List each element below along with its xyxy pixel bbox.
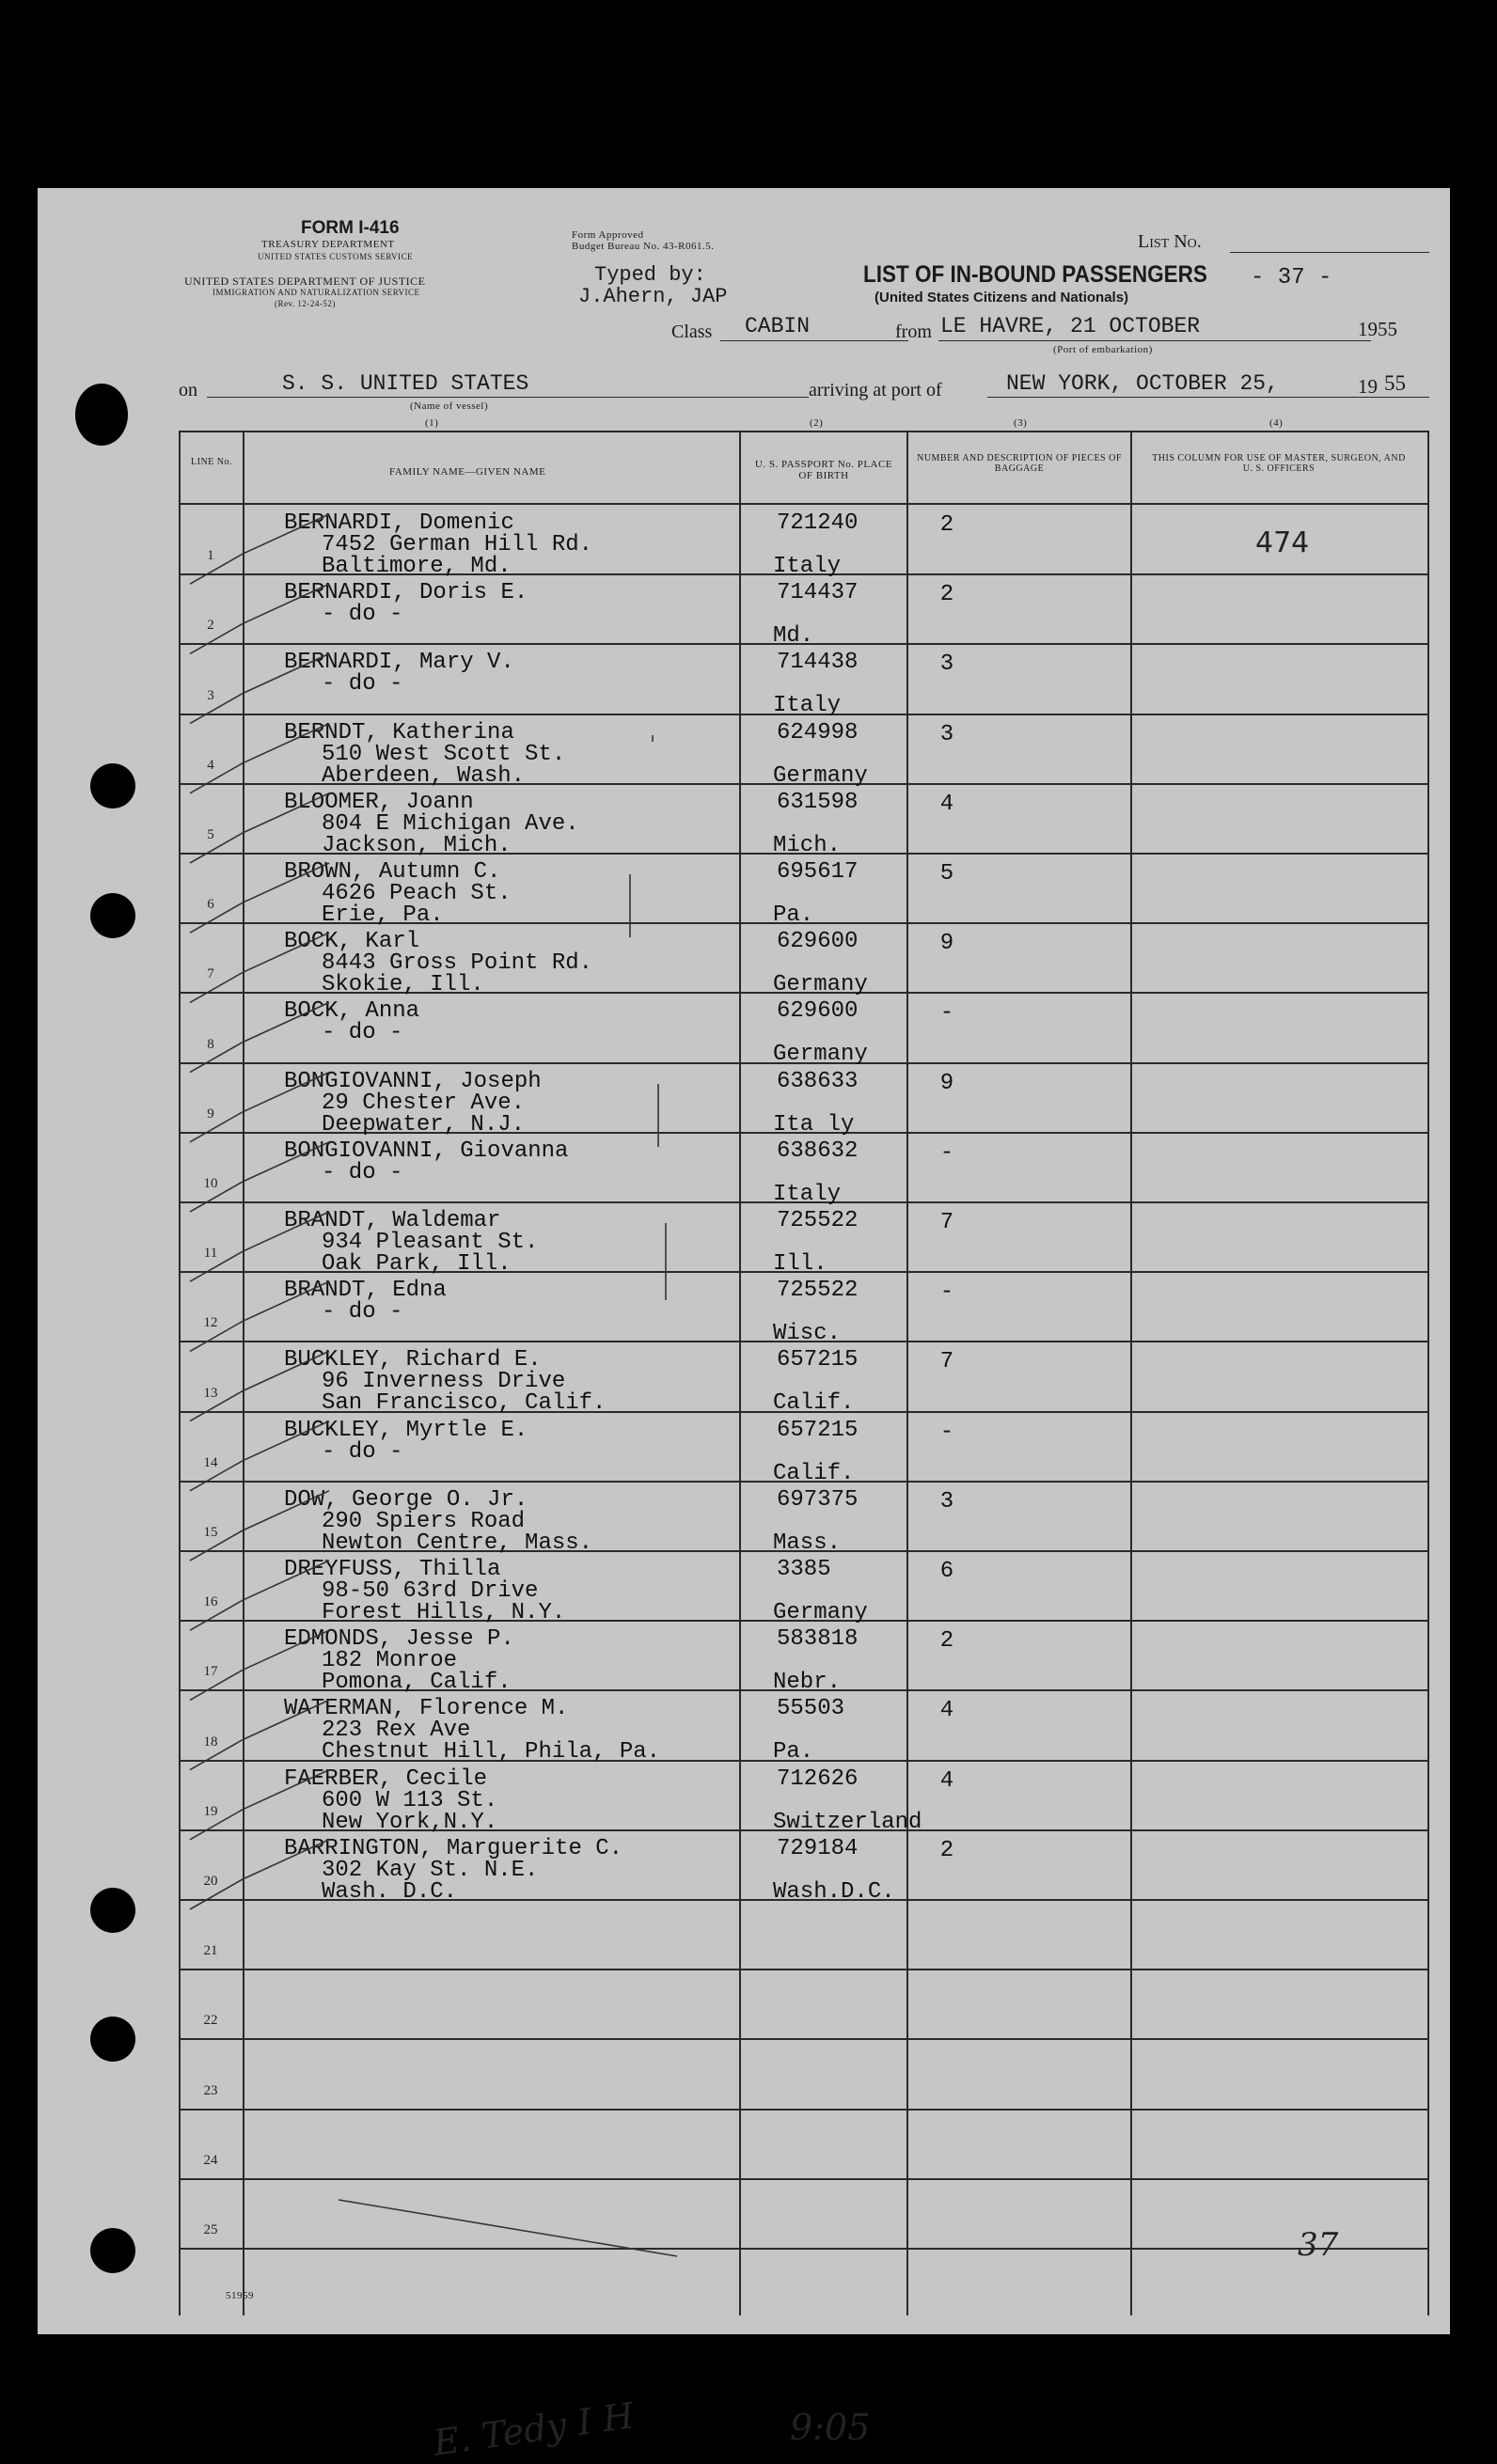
place-of-birth: Italy <box>773 693 842 718</box>
passport-number: 629600 <box>777 929 859 954</box>
passport-number: 657215 <box>777 1347 859 1373</box>
vessel-name: S. S. UNITED STATES <box>282 371 529 396</box>
arrival-year: 55 <box>1384 371 1406 395</box>
passport-number: 721240 <box>777 510 859 536</box>
line-number: 15 <box>203 1525 218 1540</box>
line-number: 3 <box>207 688 214 703</box>
passenger-address: 182 Monroe <box>322 1648 458 1673</box>
baggage-count: 2 <box>939 1838 954 1863</box>
passenger-city: New York,N.Y. <box>322 1810 498 1835</box>
customs-service: UNITED STATES CUSTOMS SERVICE <box>258 252 414 261</box>
line-number: 24 <box>203 2153 218 2168</box>
passenger-city: Pomona, Calif. <box>322 1670 512 1695</box>
passenger-name: BUCKLEY, Myrtle E. <box>284 1418 528 1443</box>
punch-hole <box>75 384 128 446</box>
arrival-year-prefix: 19 <box>1358 375 1378 398</box>
passenger-address: 7452 German Hill Rd. <box>322 532 593 557</box>
passenger-address: 4626 Peach St. <box>322 881 512 906</box>
place-of-birth: Wash.D.C. <box>773 1879 895 1905</box>
line-number: 17 <box>203 1664 218 1679</box>
place-of-birth: Switzerland <box>773 1810 922 1835</box>
check-mark <box>190 1142 329 1212</box>
passport-number: 624998 <box>777 720 859 745</box>
passenger-address: - do - <box>322 671 403 697</box>
place-of-birth: Italy <box>773 554 842 579</box>
list-title: LIST OF IN-BOUND PASSENGERS <box>863 261 1207 288</box>
officer-note: 474 <box>1255 526 1310 559</box>
place-of-birth: Ita ly <box>773 1112 855 1138</box>
check-mark <box>190 1630 329 1700</box>
line-number: 10 <box>203 1176 218 1191</box>
place-of-birth: Germany <box>773 972 868 997</box>
passenger-address: - do - <box>322 1299 403 1325</box>
place-of-birth: Nebr. <box>773 1670 842 1695</box>
passenger-address: - do - <box>322 602 403 627</box>
check-mark <box>190 933 329 1002</box>
passenger-name: BLOOMER, Joann <box>284 790 474 815</box>
col-header-officers: THIS COLUMN FOR USE OF MASTER, SURGEON, AND U. S. OFFICERS <box>1152 453 1406 474</box>
passenger-city: Chestnut Hill, Phila, Pa. <box>322 1739 661 1765</box>
col-header-line: LINE No. <box>191 457 232 467</box>
signature: E. Tedy I H <box>430 2394 637 2464</box>
passport-number: 714437 <box>777 580 859 605</box>
place-of-birth: Calif. <box>773 1390 855 1416</box>
passenger-name: BUCKLEY, Richard E. <box>284 1347 542 1373</box>
embark-port: LE HAVRE, 21 OCTOBER <box>940 314 1201 338</box>
passenger-city: Oak Park, Ill. <box>322 1251 512 1277</box>
justice-dept: UNITED STATES DEPARTMENT OF JUSTICE <box>184 275 426 288</box>
baggage-count: - <box>939 1279 954 1305</box>
passenger-address: 600 W 113 St. <box>322 1788 498 1813</box>
page-number: 37 <box>1298 2226 1339 2264</box>
passport-number: 714438 <box>777 650 859 675</box>
treasury-dept: TREASURY DEPARTMENT <box>261 239 395 250</box>
passenger-address: 223 Rex Ave <box>322 1718 471 1743</box>
line-number: 20 <box>203 1874 218 1889</box>
line-number: 21 <box>203 1943 218 1958</box>
passenger-address: - do - <box>322 1439 403 1465</box>
baggage-count: 2 <box>939 582 954 607</box>
baggage-count: 2 <box>939 1628 954 1654</box>
check-mark <box>190 584 329 653</box>
line-number: 9 <box>207 1106 214 1122</box>
check-mark <box>190 1770 329 1840</box>
baggage-count: 7 <box>939 1349 954 1374</box>
line-number: 25 <box>203 2222 218 2237</box>
passenger-name: BERNARDI, Doris E. <box>284 580 528 605</box>
passenger-city: Deepwater, N.J. <box>322 1112 526 1138</box>
baggage-count: - <box>939 1420 954 1445</box>
check-mark <box>190 1351 329 1420</box>
place-of-birth: Germany <box>773 763 868 789</box>
embark-caption: (Port of embarkation) <box>1053 344 1153 355</box>
passport-number: 629600 <box>777 998 859 1024</box>
passenger-city: Newton Centre, Mass. <box>322 1530 593 1556</box>
baggage-count: 7 <box>939 1210 954 1235</box>
check-mark <box>190 1840 329 1909</box>
passenger-address: 804 E Michigan Ave. <box>322 811 579 837</box>
place-of-birth: Italy <box>773 1182 842 1207</box>
passenger-address: 98-50 63rd Drive <box>322 1578 539 1604</box>
line-number: 18 <box>203 1734 218 1750</box>
punch-hole <box>90 893 135 938</box>
typed-by-name: J.Ahern, JAP <box>578 285 728 308</box>
passport-number: 657215 <box>777 1418 859 1443</box>
check-mark <box>190 1561 329 1630</box>
place-of-birth: Pa. <box>773 902 814 928</box>
col-header-baggage: NUMBER AND DESCRIPTION OF PIECES OF BAGGAGE <box>917 453 1122 474</box>
passenger-name: BOCK, Karl <box>284 929 420 954</box>
passenger-name: DREYFUSS, Thilla <box>284 1557 501 1582</box>
baggage-count: 4 <box>939 1768 954 1794</box>
punch-hole <box>90 763 135 808</box>
line-number: 14 <box>203 1455 218 1470</box>
place-of-birth: Md. <box>773 623 814 649</box>
passenger-city: Skokie, Ill. <box>322 972 484 997</box>
passenger-name: BRANDT, Edna <box>284 1278 447 1303</box>
check-mark <box>190 1491 329 1561</box>
passenger-name: BERNARDI, Mary V. <box>284 650 514 675</box>
line-number: 11 <box>203 1246 218 1261</box>
passenger-address: 302 Kay St. N.E. <box>322 1858 539 1883</box>
check-mark <box>190 1700 329 1769</box>
passenger-city: Wash. D.C. <box>322 1879 458 1905</box>
place-of-birth: Germany <box>773 1042 868 1067</box>
baggage-count: - <box>939 1000 954 1026</box>
passenger-name: BROWN, Autumn C. <box>284 859 501 885</box>
baggage-count: 9 <box>939 1071 954 1096</box>
line-number: 13 <box>203 1386 218 1401</box>
passenger-city: San Francisco, Calif. <box>322 1390 607 1416</box>
passenger-city: Forest Hills, N.Y. <box>322 1600 566 1625</box>
list-no-label: List No. <box>1138 231 1202 252</box>
passenger-name: BRANDT, Waldemar <box>284 1208 501 1233</box>
baggage-count: 3 <box>939 1489 954 1514</box>
col-num-3: (3) <box>1014 417 1028 429</box>
check-mark <box>190 1073 329 1142</box>
passport-number: 725522 <box>777 1278 859 1303</box>
passenger-name: BONGIOVANNI, Joseph <box>284 1069 542 1094</box>
passenger-name: WATERMAN, Florence M. <box>284 1696 569 1721</box>
passport-number: 725522 <box>777 1208 859 1233</box>
baggage-count: 2 <box>939 512 954 538</box>
col-num-2: (2) <box>810 417 824 429</box>
form-number: FORM I-416 <box>301 218 400 238</box>
print-code: 51959 <box>226 2290 254 2301</box>
check-mark <box>190 724 329 793</box>
check-marks <box>38 188 1450 2334</box>
from-label: from <box>895 322 932 342</box>
baggage-count: 3 <box>939 651 954 677</box>
passenger-address: 29 Chester Ave. <box>322 1091 526 1116</box>
place-of-birth: Mich. <box>773 833 842 858</box>
passenger-city: Erie, Pa. <box>322 902 444 928</box>
line-number: 7 <box>207 966 214 981</box>
passenger-address: - do - <box>322 1160 403 1185</box>
col-header-passport: U. S. PASSPORT No. PLACE OF BIRTH <box>754 459 893 481</box>
place-of-birth: Calif. <box>773 1461 855 1486</box>
line-number: 16 <box>203 1594 218 1609</box>
check-mark <box>190 1002 329 1072</box>
passenger-name: FAERBER, Cecile <box>284 1766 488 1792</box>
punch-hole <box>90 2228 135 2273</box>
revision-date: (Rev. 12-24-52) <box>275 299 336 308</box>
check-mark <box>190 793 329 863</box>
baggage-count: 4 <box>939 792 954 817</box>
arrival-port-date: NEW YORK, OCTOBER 25, <box>1006 371 1279 396</box>
passenger-address: - do - <box>322 1020 403 1045</box>
passenger-city: Aberdeen, Wash. <box>322 763 526 789</box>
baggage-count: 9 <box>939 931 954 956</box>
baggage-count: - <box>939 1140 954 1166</box>
signature-time: 9:05 <box>790 2407 871 2448</box>
passport-number: 55503 <box>777 1696 845 1721</box>
pencil-stroke <box>339 2200 677 2256</box>
passenger-name: BERNARDI, Domenic <box>284 510 514 536</box>
passport-number: 729184 <box>777 1836 859 1861</box>
passenger-city: Baltimore, Md. <box>322 554 512 579</box>
check-mark <box>190 1212 329 1281</box>
line-number: 23 <box>203 2083 218 2098</box>
embark-year: 1955 <box>1358 318 1397 340</box>
passenger-address: 8443 Gross Point Rd. <box>322 950 593 976</box>
check-mark <box>190 1281 329 1351</box>
baggage-count: 3 <box>939 722 954 747</box>
form-approved: Form Approved <box>572 229 644 241</box>
line-number: 1 <box>207 548 214 563</box>
passenger-name: BONGIOVANNI, Giovanna <box>284 1138 569 1164</box>
budget-bureau: Budget Bureau No. 43-R061.5. <box>572 241 715 252</box>
list-subtitle: (United States Citizens and Nationals) <box>875 290 1129 306</box>
line-number: 4 <box>207 758 214 773</box>
passenger-city: Jackson, Mich. <box>322 833 512 858</box>
typed-by-label: Typed by: <box>594 263 706 287</box>
punch-hole <box>90 2017 135 2062</box>
arriving-label: arriving at port of <box>809 380 942 400</box>
col-header-name: FAMILY NAME—GIVEN NAME <box>389 466 546 478</box>
line-number: 2 <box>207 618 214 633</box>
place-of-birth: Wisc. <box>773 1321 842 1346</box>
col-num-1: (1) <box>425 417 439 429</box>
line-number: 22 <box>203 2013 218 2028</box>
passport-number: 583818 <box>777 1626 859 1652</box>
passenger-name: BARRINGTON, Marguerite C. <box>284 1836 623 1861</box>
class-value: CABIN <box>745 314 811 338</box>
passenger-name: BOCK, Anna <box>284 998 420 1024</box>
passport-number: 3385 <box>777 1557 831 1582</box>
passport-number: 631598 <box>777 790 859 815</box>
passenger-name: DOW, George O. Jr. <box>284 1487 528 1513</box>
line-number: 12 <box>203 1315 218 1330</box>
passport-number: 712626 <box>777 1766 859 1792</box>
line-number: 6 <box>207 897 214 912</box>
passport-number: 695617 <box>777 859 859 885</box>
passenger-address: 290 Spiers Road <box>322 1509 526 1534</box>
check-mark <box>190 514 329 584</box>
line-number: 19 <box>203 1804 218 1819</box>
place-of-birth: Mass. <box>773 1530 842 1556</box>
passenger-name: EDMONDS, Jesse P. <box>284 1626 514 1652</box>
vessel-caption: (Name of vessel) <box>410 400 489 412</box>
baggage-count: 4 <box>939 1698 954 1723</box>
passport-number: 638633 <box>777 1069 859 1094</box>
line-number: 8 <box>207 1037 214 1052</box>
sheet-number: - 37 - <box>1251 265 1332 290</box>
check-mark <box>190 863 329 933</box>
punch-hole <box>90 1888 135 1933</box>
place-of-birth: Germany <box>773 1600 868 1625</box>
place-of-birth: Ill. <box>773 1251 827 1277</box>
passenger-address: 96 Inverness Drive <box>322 1369 566 1394</box>
passenger-name: BERNDT, Katherina <box>284 720 514 745</box>
passenger-address: 934 Pleasant St. <box>322 1230 539 1255</box>
place-of-birth: Pa. <box>773 1739 814 1765</box>
col-num-4: (4) <box>1269 417 1284 429</box>
passport-number: 697375 <box>777 1487 859 1513</box>
passport-number: 638632 <box>777 1138 859 1164</box>
on-label: on <box>179 380 197 400</box>
baggage-count: 5 <box>939 861 954 887</box>
passenger-address: 510 West Scott St. <box>322 742 566 767</box>
check-mark <box>190 1421 329 1491</box>
line-number: 5 <box>207 827 214 842</box>
check-mark <box>190 653 329 723</box>
class-label: Class <box>671 322 713 342</box>
manifest-page <box>38 188 1450 2464</box>
baggage-count: 6 <box>939 1559 954 1584</box>
immigration-service: IMMIGRATION AND NATURALIZATION SERVICE <box>213 288 420 297</box>
